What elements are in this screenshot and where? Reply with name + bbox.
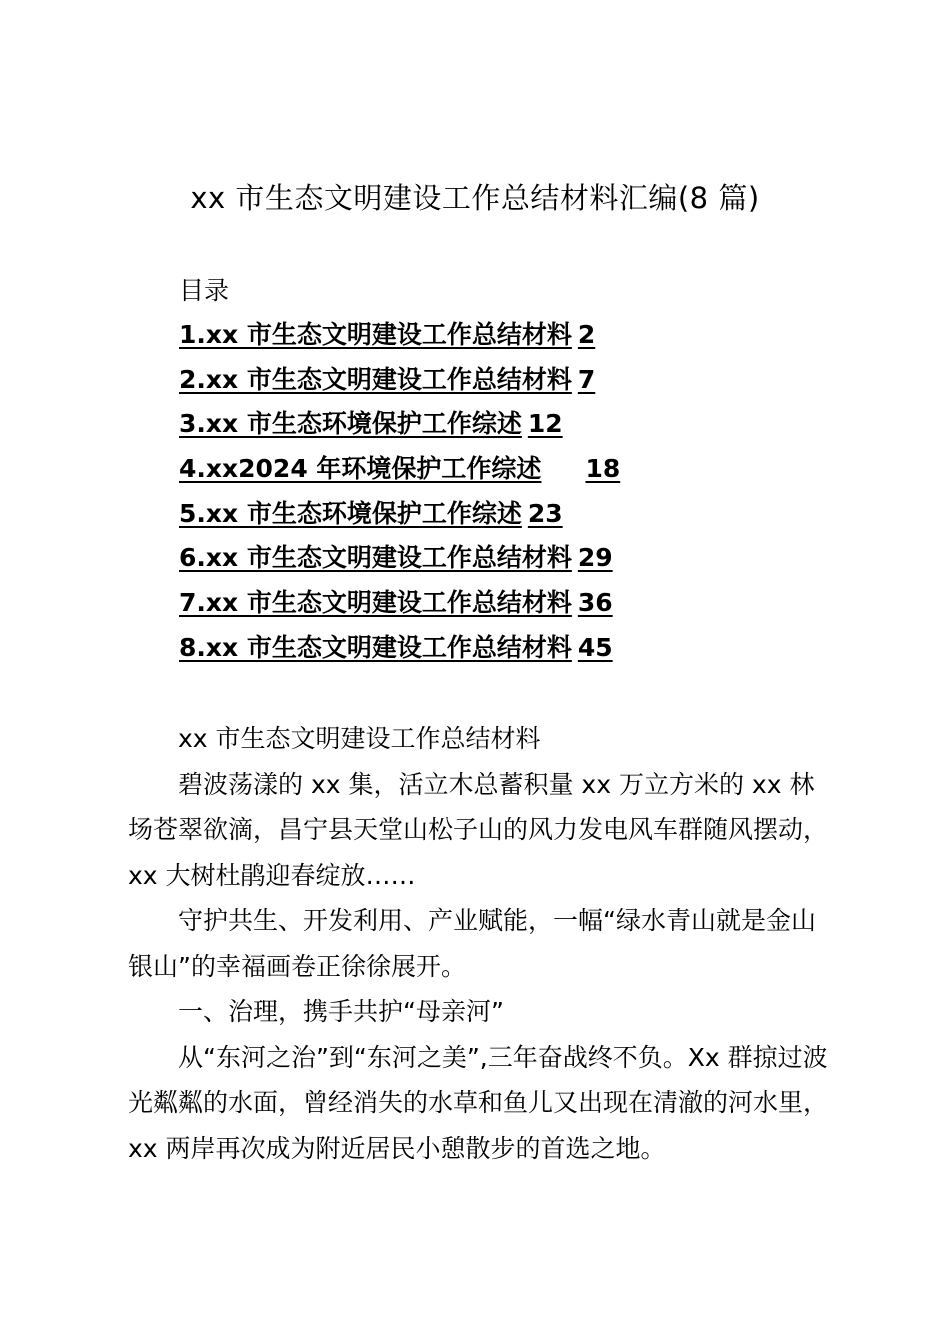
toc-link-1[interactable]: [179, 315, 620, 360]
table-of-contents: [179, 315, 620, 673]
toc-link-page-number: 23: [527, 498, 563, 528]
article-paragraph: 碧波荡漾的 xx 集，活立木总蓄积量 xx 万立方米的 xx 林场苍翠欲滴，昌宁县天堂山松子山的风力发电风车群随风摆动，xx 大树杜鹃迎春绽放……: [128, 769, 829, 890]
toc-link-5[interactable]: [179, 494, 620, 539]
toc-link-page-number: 36: [577, 588, 613, 618]
toc-heading: 目录: [179, 276, 230, 305]
article-paragraph: 从“东河之治”到“东河之美”,三年奋战终不负。Xx 群掠过波光粼粼的水面，曾经消失的水草和鱼儿又出现在清澈的河水里，xx 两岸再次成为附近居民小憩散步的首选之地。: [128, 1042, 829, 1163]
document-title: xx 市生态文明建设工作总结材料汇编(8 篇): [190, 181, 760, 215]
toc-link-label: 5.xx 市生态环境保护工作综述: [179, 498, 522, 528]
article-body: [128, 716, 828, 1171]
toc-link-page-number: 18: [585, 454, 621, 484]
toc-link-label: 8.xx 市生态文明建设工作总结材料: [179, 632, 572, 662]
article-paragraph: 守护共生、开发利用、产业赋能，一幅“绿水青山就是金山银山”的幸福画卷正徐徐展开。: [128, 906, 816, 981]
toc-link-label: 4.xx2024 年环境保护工作综述: [179, 454, 542, 484]
toc-link-label: 1.xx 市生态文明建设工作总结材料: [179, 320, 572, 349]
toc-link-page-number: 45: [577, 632, 613, 662]
section-heading: 一、治理，携手共护“母亲河”: [178, 997, 504, 1026]
toc-link-label: 2.xx 市生态文明建设工作总结材料: [179, 364, 572, 394]
toc-link-6[interactable]: [179, 538, 620, 583]
toc-link-2[interactable]: [179, 360, 620, 405]
toc-link-page-number: 29: [577, 543, 613, 573]
article-heading: xx 市生态文明建设工作总结材料: [178, 724, 541, 753]
toc-link-page-number: 2: [577, 320, 596, 349]
toc-link-4[interactable]: [179, 449, 620, 494]
toc-link-page-number: 12: [527, 409, 563, 439]
toc-link-page-number: 7: [577, 364, 596, 394]
toc-link-label: 7.xx 市生态文明建设工作总结材料: [179, 588, 572, 618]
toc-link-8[interactable]: [179, 628, 620, 673]
toc-link-7[interactable]: [179, 583, 620, 628]
toc-link-label: 3.xx 市生态环境保护工作综述: [179, 409, 522, 439]
toc-link-label: 6.xx 市生态文明建设工作总结材料: [179, 543, 572, 573]
toc-link-3[interactable]: [179, 404, 620, 449]
